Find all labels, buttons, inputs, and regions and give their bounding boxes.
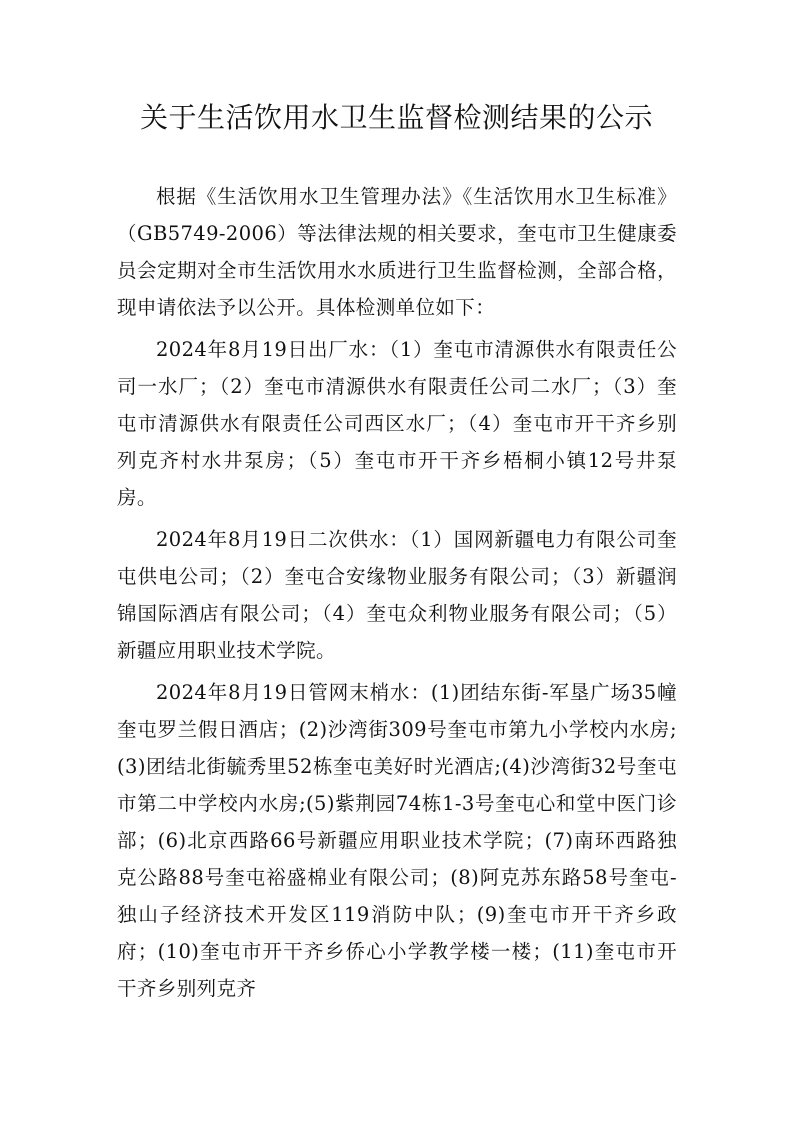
factory-water-paragraph: 2024年8月19日出厂水：（1）奎屯市清源供水有限责任公司一水厂；（2）奎屯市清源供水有限责任公司二水厂；（3）奎屯市清源供水有限责任公司西区水厂；（4）奎屯市开干齐乡别列克齐村水井泵房；（5）奎屯市开干齐乡梧桐小镇12号井泵房。 bbox=[117, 338, 677, 509]
document-title: 关于生活饮用水卫生监督检测结果的公示 bbox=[139, 101, 653, 134]
pipe-network-paragraph: 2024年8月19日管网末梢水：(1)团结东街-军垦广场35幢奎屯罗兰假日酒店；(2)沙湾街309号奎屯市第九小学校内水房;(3)团结北街毓秀里52栋奎屯美好时光酒店;(4)沙湾街32号奎屯市第二中学校内水房;(5)紫荆园74栋1-3号奎屯心和堂中医门诊部；(6)北京西路66号新疆应用职业技术学院；(7)南环西路独克公路88号奎屯裕盛棉业有限公司；(8)阿克苏东路58号奎屯-独山子经济技术开发区119消防中队；(9)奎屯市开干齐乡政府；(10)奎屯市开干齐乡侨心小学教学楼一楼；(11)奎屯市开干齐乡别列克齐 bbox=[117, 681, 677, 1000]
secondary-supply-paragraph: 2024年8月19日二次供水：（1）国网新疆电力有限公司奎屯供电公司；（2）奎屯合安缘物业服务有限公司；（3）新疆润锦国际酒店有限公司；（4）奎屯众利物业服务有限公司；（5）新疆应用职业技术学院。 bbox=[117, 528, 677, 662]
document-body bbox=[117, 178, 677, 1007]
intro-paragraph: 根据《生活饮用水卫生管理办法》《生活饮用水卫生标准》（GB5749-2006）等法律法规的相关要求，奎屯市卫生健康委员会定期对全市生活饮用水水质进行卫生监督检测，全部合格，现申请依法予以公开。具体检测单位如下： bbox=[117, 185, 677, 319]
